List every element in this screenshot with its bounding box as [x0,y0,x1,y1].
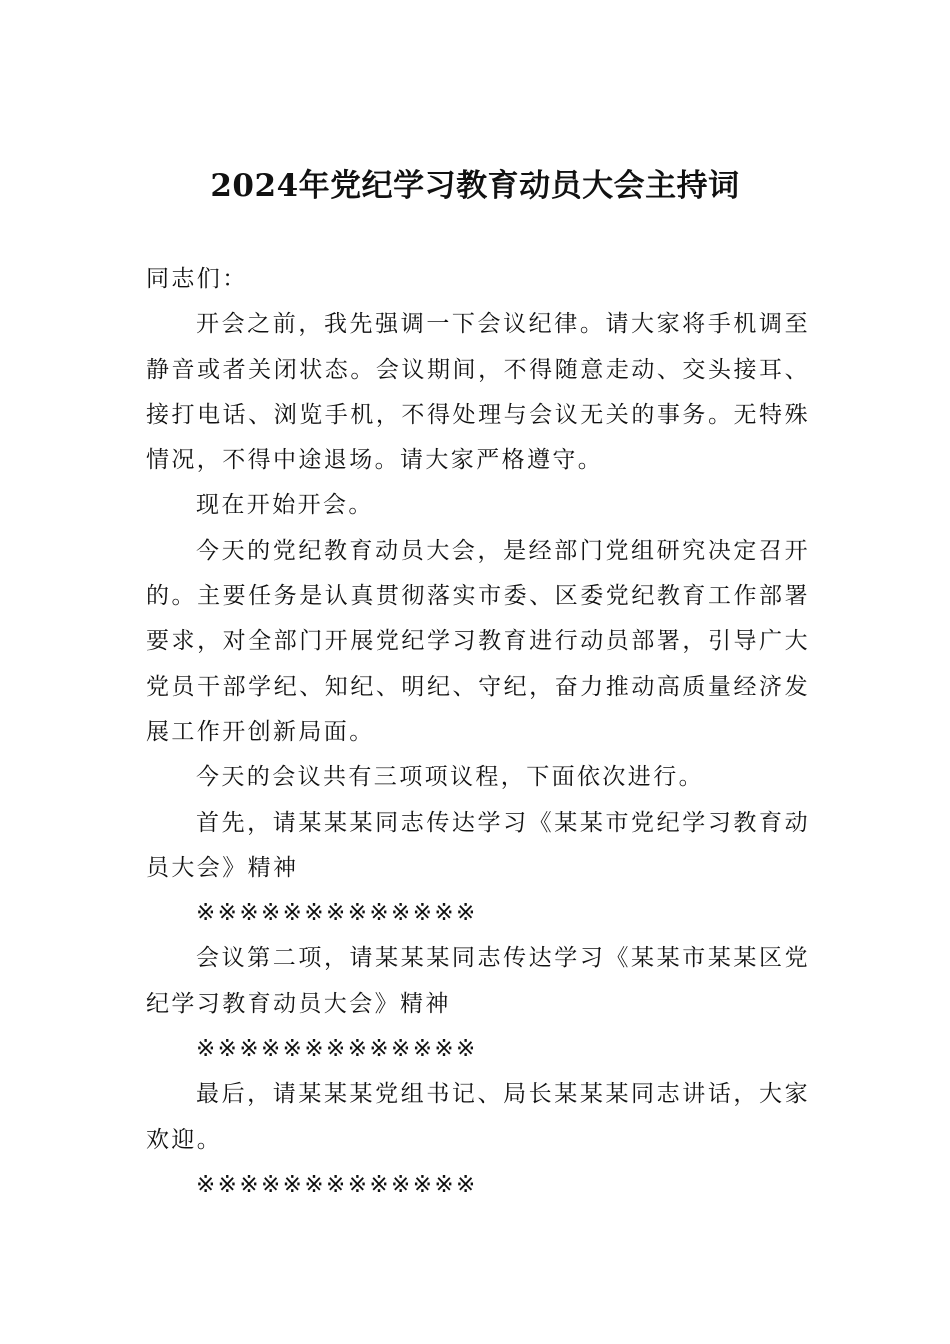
placeholder-marks: ※※※※※※※※※※※※※ [196,1036,478,1063]
paragraph-agenda-item-1: 首先，请某某某同志传达学习《某某市党纪学习教育动员大会》精神 [146,809,810,881]
paragraph-agenda-intro: 今天的会议共有三项项议程，下面依次进行。 [196,764,704,791]
placeholder-marks: ※※※※※※※※※※※※※ [196,1171,478,1198]
paragraph-meeting-discipline: 开会之前，我先强调一下会议纪律。请大家将手机调至静音或者关闭状态。会议期间，不得随意走动、交头接耳、接打电话、浏览手机，不得处理与会议无关的事务。无特殊情况，不得中途退场。请大家严格遵守。 [146,311,810,474]
placeholder-marks: ※※※※※※※※※※※※※ [196,900,478,927]
document-title: 2024年党纪学习教育动员大会主持词 [210,168,740,204]
document-body [146,257,810,1208]
paragraph-meeting-start: 现在开始开会。 [196,492,374,519]
paragraph-agenda-item-3: 最后，请某某某党组书记、局长某某某同志讲话，大家欢迎。 [146,1081,810,1153]
paragraph-meeting-purpose: 今天的党纪教育动员大会，是经部门党组研究决定召开的。主要任务是认真贯彻落实市委、区委党纪教育工作部署要求，对全部门开展党纪学习教育进行动员部署，引导广大党员干部学纪、知纪、明纪、守纪，奋力推动高质量经济发展工作开创新局面。 [146,537,810,745]
paragraph-agenda-item-2: 会议第二项，请某某某同志传达学习《某某市某某区党纪学习教育动员大会》精神 [146,945,810,1017]
salutation: 同志们： [146,266,248,292]
